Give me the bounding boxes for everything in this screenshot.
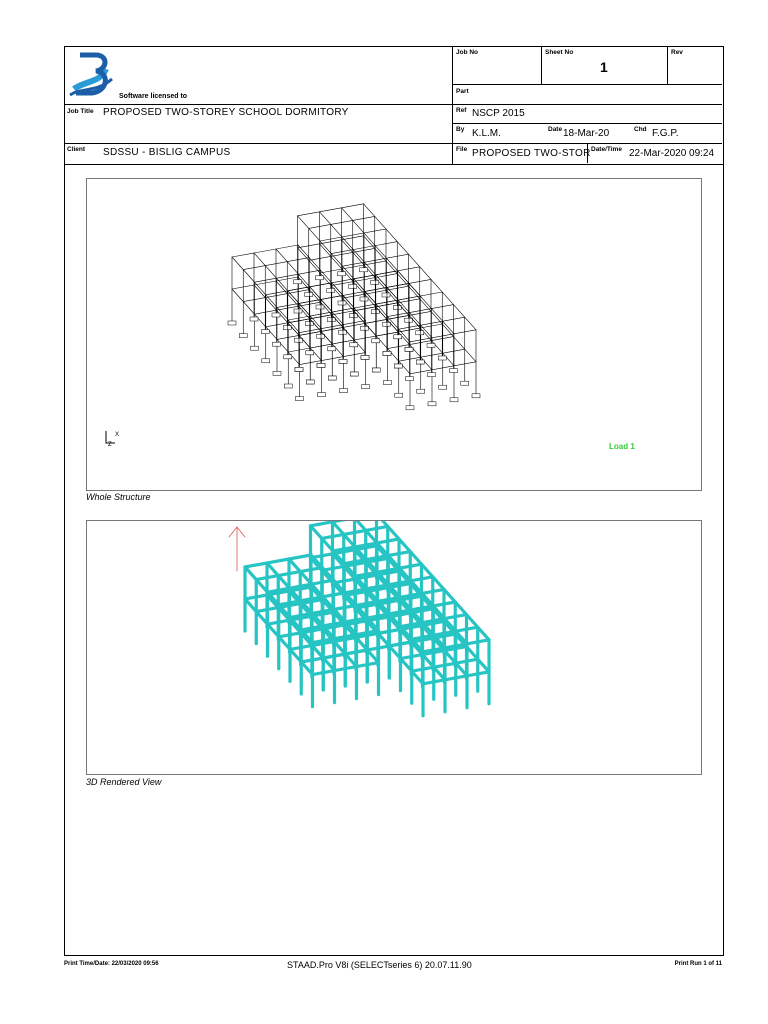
support-symbol	[461, 381, 469, 385]
support-symbol	[284, 384, 292, 388]
support-symbol	[262, 359, 270, 363]
support-symbol	[394, 364, 402, 368]
support-symbol	[318, 393, 326, 397]
client-label: Client	[67, 146, 86, 153]
support-symbol	[350, 372, 358, 376]
header-divider	[452, 84, 722, 85]
support-symbol	[372, 339, 380, 343]
support-symbol	[384, 381, 392, 385]
company-logo	[66, 49, 118, 101]
ref-value: NSCP 2015	[472, 108, 525, 119]
ref-label: Ref	[456, 107, 467, 114]
support-symbol	[439, 385, 447, 389]
support-symbol	[395, 393, 403, 397]
support-symbol	[295, 338, 303, 342]
support-symbol	[272, 313, 280, 317]
header-divider	[64, 104, 722, 105]
axis-arrow	[237, 527, 245, 537]
axis-z-label: Z	[108, 442, 112, 448]
software-version: STAAD.Pro V8i (SELECTseries 6) 20.07.11.90	[287, 960, 472, 970]
support-symbol	[360, 297, 368, 301]
chd-value: F.G.P.	[652, 128, 679, 139]
rendered-structure-drawing	[87, 521, 701, 774]
print-run: Print Run 1 of 11	[674, 961, 722, 967]
support-symbol	[340, 389, 348, 393]
support-symbol	[428, 373, 436, 377]
part-label: Part	[456, 88, 469, 95]
support-symbol	[284, 355, 292, 359]
support-symbol	[427, 343, 435, 347]
sheet-no-label: Sheet No	[545, 49, 574, 56]
support-symbol	[405, 318, 413, 322]
support-symbol	[317, 363, 325, 367]
support-symbol	[361, 355, 369, 359]
client-value: SDSSU - BISLIG CAMPUS	[103, 147, 231, 158]
header-divider	[64, 143, 722, 144]
support-symbol	[294, 280, 302, 284]
date-value: 18-Mar-20	[563, 128, 610, 139]
frame-beam	[245, 555, 311, 567]
support-symbol	[406, 377, 414, 381]
support-symbol	[295, 367, 303, 371]
support-symbol	[328, 347, 336, 351]
support-symbol	[273, 371, 281, 375]
support-symbol	[394, 335, 402, 339]
support-symbol	[417, 389, 425, 393]
support-symbol	[339, 359, 347, 363]
licence-text: Software licensed to	[119, 93, 188, 100]
support-symbol	[360, 268, 368, 272]
date-label: Date	[548, 126, 563, 133]
support-symbol	[294, 309, 302, 313]
support-symbol	[305, 322, 313, 326]
job-title-value: PROPOSED TWO-STOREY SCHOOL DORMITORY	[103, 107, 349, 118]
support-symbol	[239, 334, 247, 338]
support-symbol	[338, 272, 346, 276]
axis-arrow	[229, 527, 237, 537]
support-symbol	[306, 351, 314, 355]
whole-structure-view	[86, 178, 702, 491]
support-symbol	[305, 292, 313, 296]
support-symbol	[349, 284, 357, 288]
support-symbol	[361, 326, 369, 330]
header-divider	[667, 46, 668, 84]
support-symbol	[317, 334, 325, 338]
whole-structure-caption: Whole Structure	[86, 492, 151, 502]
datetime-value: 22-Mar-2020 09:24	[629, 148, 715, 159]
support-symbol	[416, 331, 424, 335]
datetime-label: Date/Time	[591, 146, 622, 153]
frame-beam	[311, 521, 377, 526]
by-value: K.L.M.	[472, 128, 501, 139]
support-symbol	[327, 288, 335, 292]
support-symbol	[362, 385, 370, 389]
file-value: PROPOSED TWO-STOR	[472, 148, 591, 159]
support-symbol	[339, 330, 347, 334]
rendered-view-caption: 3D Rendered View	[86, 777, 162, 787]
support-symbol	[349, 314, 357, 318]
support-symbol	[316, 305, 324, 309]
support-symbol	[383, 351, 391, 355]
support-symbol	[251, 346, 259, 350]
support-symbol	[450, 369, 458, 373]
support-symbol	[228, 321, 236, 325]
axis-x-label: X	[115, 432, 120, 438]
print-time: Print Time/Date: 22/03/2020 09:56	[64, 961, 159, 967]
load-label: Load 1	[609, 442, 635, 451]
job-title-label: Job Title	[67, 108, 94, 115]
support-symbol	[371, 280, 379, 284]
support-symbol	[372, 368, 380, 372]
support-symbol	[296, 397, 304, 401]
chd-label: Chd	[634, 126, 647, 133]
support-symbol	[406, 406, 414, 410]
support-symbol	[382, 293, 390, 297]
support-symbol	[306, 380, 314, 384]
job-no-label: Job No	[456, 49, 479, 56]
support-symbol	[283, 326, 291, 330]
frame-beam	[298, 204, 364, 216]
support-symbol	[450, 398, 458, 402]
rendered-view	[86, 520, 702, 775]
support-symbol	[273, 342, 281, 346]
header-divider	[452, 123, 722, 124]
support-symbol	[350, 343, 358, 347]
file-label: File	[456, 146, 468, 153]
support-symbol	[428, 402, 436, 406]
frame-beam	[232, 245, 298, 257]
support-symbol	[338, 301, 346, 305]
support-symbol	[383, 322, 391, 326]
support-symbol	[327, 318, 335, 322]
header-divider	[541, 46, 542, 84]
support-symbol	[371, 310, 379, 314]
support-symbol	[328, 376, 336, 380]
support-symbol	[393, 306, 401, 310]
axis-triad	[103, 427, 123, 451]
support-symbol	[316, 276, 324, 280]
by-label: By	[456, 126, 465, 133]
support-symbol	[250, 317, 258, 321]
header-divider	[452, 46, 453, 164]
support-symbol	[405, 347, 413, 351]
support-symbol	[472, 394, 480, 398]
sheet-no-value: 1	[600, 59, 608, 75]
support-symbol	[438, 356, 446, 360]
support-symbol	[416, 360, 424, 364]
support-symbol	[261, 330, 269, 334]
rev-label: Rev	[671, 49, 683, 56]
